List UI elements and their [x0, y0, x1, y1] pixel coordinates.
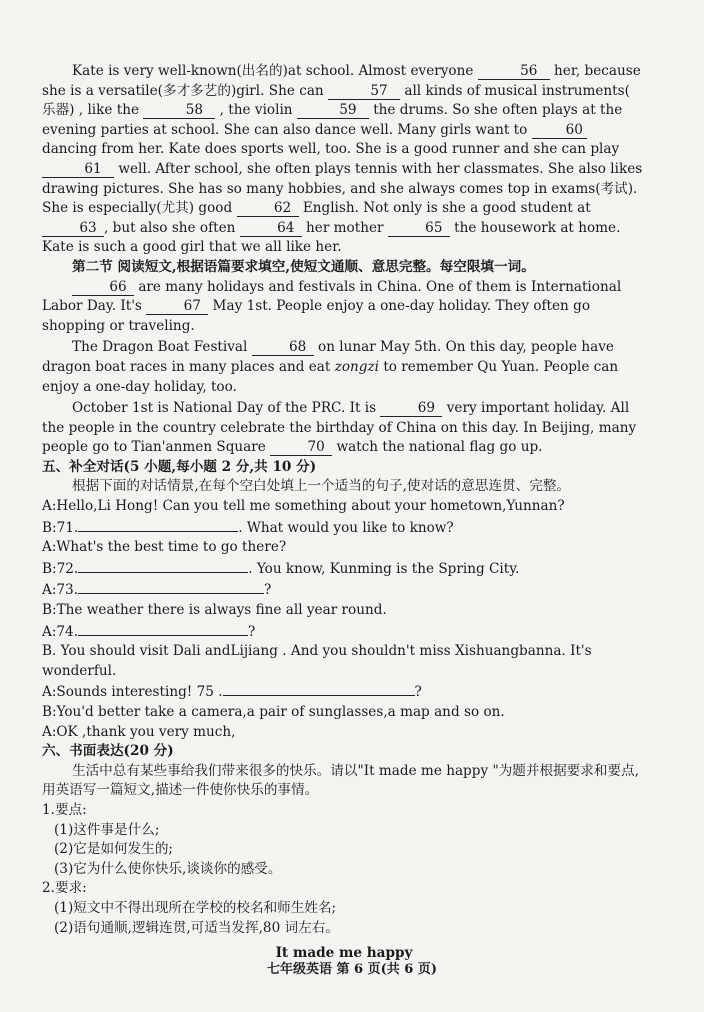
blank-61[interactable]: 61 — [42, 161, 114, 178]
blank-56[interactable]: 56 — [478, 63, 550, 80]
passage-text: watch the national flag go up. — [332, 439, 543, 456]
passage-text: to remember Qu Yuan. People can enjoy a one-day holiday, too. — [42, 358, 619, 395]
passage-text: the housework at home. Kate is such a good girl that we all like her. — [42, 219, 621, 256]
dialog-text: . What would you like to know? — [238, 519, 454, 536]
passage-text: , but also she often — [104, 219, 240, 236]
dialog-speaker: A:Sounds interesting! 75 . — [42, 684, 223, 701]
passage-text: very important holiday. All the people in the country celebrate the birthday of China on this day. In Beijing, many people go to Tian'anmen Square — [42, 400, 637, 456]
answer-line-74[interactable] — [78, 621, 248, 636]
dialog-line — [42, 579, 646, 601]
dialog-line: A:OK ,thank you very much, — [42, 723, 236, 740]
passage-text: well. After school, she often plays tennis with her classmates. She also likes drawing pictures. She has so many hobbies, and she always comes top in exams(考试). She is especially(尤其) good — [42, 160, 643, 217]
dialog-speaker: A:73. — [42, 582, 79, 599]
point-item: (3)它为什么使你快乐,谈谈你的感受。 — [54, 860, 282, 877]
dialog-speaker: A:74. — [42, 623, 79, 640]
blank-68[interactable]: 68 — [252, 339, 314, 356]
passage-text: The Dragon Boat Festival — [72, 339, 252, 356]
fill-passage-1 — [42, 278, 646, 337]
blank-59[interactable]: 59 — [297, 102, 369, 119]
passage-text: all kinds of musical instruments( 乐器) , like the — [42, 82, 630, 119]
dialog-line: B. You should visit Dali andLijiang . And you shouldn't miss Xishuangbanna. It's wonderful. — [42, 643, 592, 679]
dialog-speaker: B:72. — [42, 560, 79, 577]
blank-60[interactable]: 60 — [532, 122, 587, 139]
dialog-text: ? — [264, 582, 272, 599]
passage-text: the drums. So she often plays at the evening parties at school. She can also dance well. Many girls want to — [42, 102, 623, 138]
dialog-line: B:The weather there is always fine all year round. — [42, 602, 387, 619]
dialog-line — [42, 558, 646, 580]
passage-text: her mother — [301, 219, 388, 236]
section-2-title: 第二节 阅读短文,根据语篇要求填空,使短文通顺、意思完整。每空限填一词。 — [72, 258, 535, 275]
blank-69[interactable]: 69 — [380, 400, 442, 417]
point-item: (1)这件事是什么; — [54, 821, 160, 838]
dialog-line: A:What's the best time to go there? — [42, 539, 287, 556]
dialog-line — [42, 517, 646, 539]
requirement-item: (1)短文中不得出现所在学校的校名和师生姓名; — [54, 899, 337, 916]
passage-text: , the violin — [215, 102, 297, 119]
answer-line-72[interactable] — [78, 558, 248, 573]
blank-63[interactable]: 63 — [42, 220, 104, 237]
blank-66[interactable]: 66 — [72, 279, 134, 296]
blank-67[interactable]: 67 — [146, 298, 208, 315]
blank-58[interactable]: 58 — [143, 102, 215, 119]
points-heading: 1.要点: — [42, 801, 87, 818]
section-5-title: 五、补全对话(5 小题,每小题 2 分,共 10 分) — [42, 458, 317, 475]
requirement-item: (2)语句通顺,逻辑连贯,可适当发挥,80 词左右。 — [54, 919, 339, 936]
page-footer: 七年级英语 第 6 页(共 6 页) — [266, 962, 438, 977]
passage-text: her, because she is a versatile(多才多艺的)girl. She can — [42, 63, 641, 99]
dialog-line: A:Hello,Li Hong! Can you tell me something about your hometown,Yunnan? — [42, 498, 565, 515]
passage-text: Kate is very well-known(出名的)at school. Almost everyone — [72, 63, 478, 79]
dialog-line: B:You'd better take a camera,a pair of sunglasses,a map and so on. — [42, 704, 505, 720]
essay-title: It made me happy — [275, 945, 413, 962]
answer-line-71[interactable] — [78, 517, 238, 532]
passage-text: dancing from her. Kate does sports well, too. She is a good runner and she can play — [42, 141, 620, 158]
answer-line-75[interactable] — [223, 681, 415, 696]
passage-italic: zongzi — [334, 358, 380, 375]
dialog-speaker: B:71. — [42, 519, 79, 536]
passage-text: May 1st. People enjoy a one-day holiday. They often go shopping or traveling. — [42, 298, 591, 334]
blank-65[interactable]: 65 — [388, 220, 450, 237]
blank-70[interactable]: 70 — [270, 439, 332, 456]
dialog-text: ? — [248, 623, 256, 640]
blank-64[interactable]: 64 — [240, 220, 302, 237]
passage-text: on lunar May 5th. On this day, people have dragon boat races in many places and eat — [42, 339, 614, 375]
cloze-passage — [42, 62, 646, 258]
section-5-instructions: 根据下面的对话情景,在每个空白处填上一个适当的句子,使对话的意思连贯、完整。 — [72, 478, 571, 495]
passage-text: English. Not only is she a good student at — [298, 200, 591, 217]
dialog-text: . You know, Kunming is the Spring City. — [248, 560, 520, 577]
section-6-title: 六、书面表达(20 分) — [42, 743, 174, 760]
dialog-line — [42, 681, 646, 703]
requirements-heading: 2.要求: — [42, 880, 87, 897]
blank-57[interactable]: 57 — [328, 83, 400, 100]
passage-text: are many holidays and festivals in China. One of them is International Labor Day. It's — [42, 278, 622, 315]
section-6-instructions: 生活中总有某些事给我们带来很多的快乐。请以"It made me happy "为题并根据要求和要点,用英语写一篇短文,描述一件使你快乐的事情。 — [42, 762, 639, 799]
dialog-line — [42, 621, 646, 643]
point-item: (2)它是如何发生的; — [54, 841, 173, 858]
answer-line-73[interactable] — [78, 579, 264, 594]
fill-passage-2 — [42, 338, 646, 397]
blank-62[interactable]: 62 — [237, 200, 299, 217]
passage-text: October 1st is National Day of the PRC. It is — [72, 400, 381, 417]
dialog-text: ? — [414, 684, 422, 701]
fill-passage-3 — [42, 399, 646, 458]
